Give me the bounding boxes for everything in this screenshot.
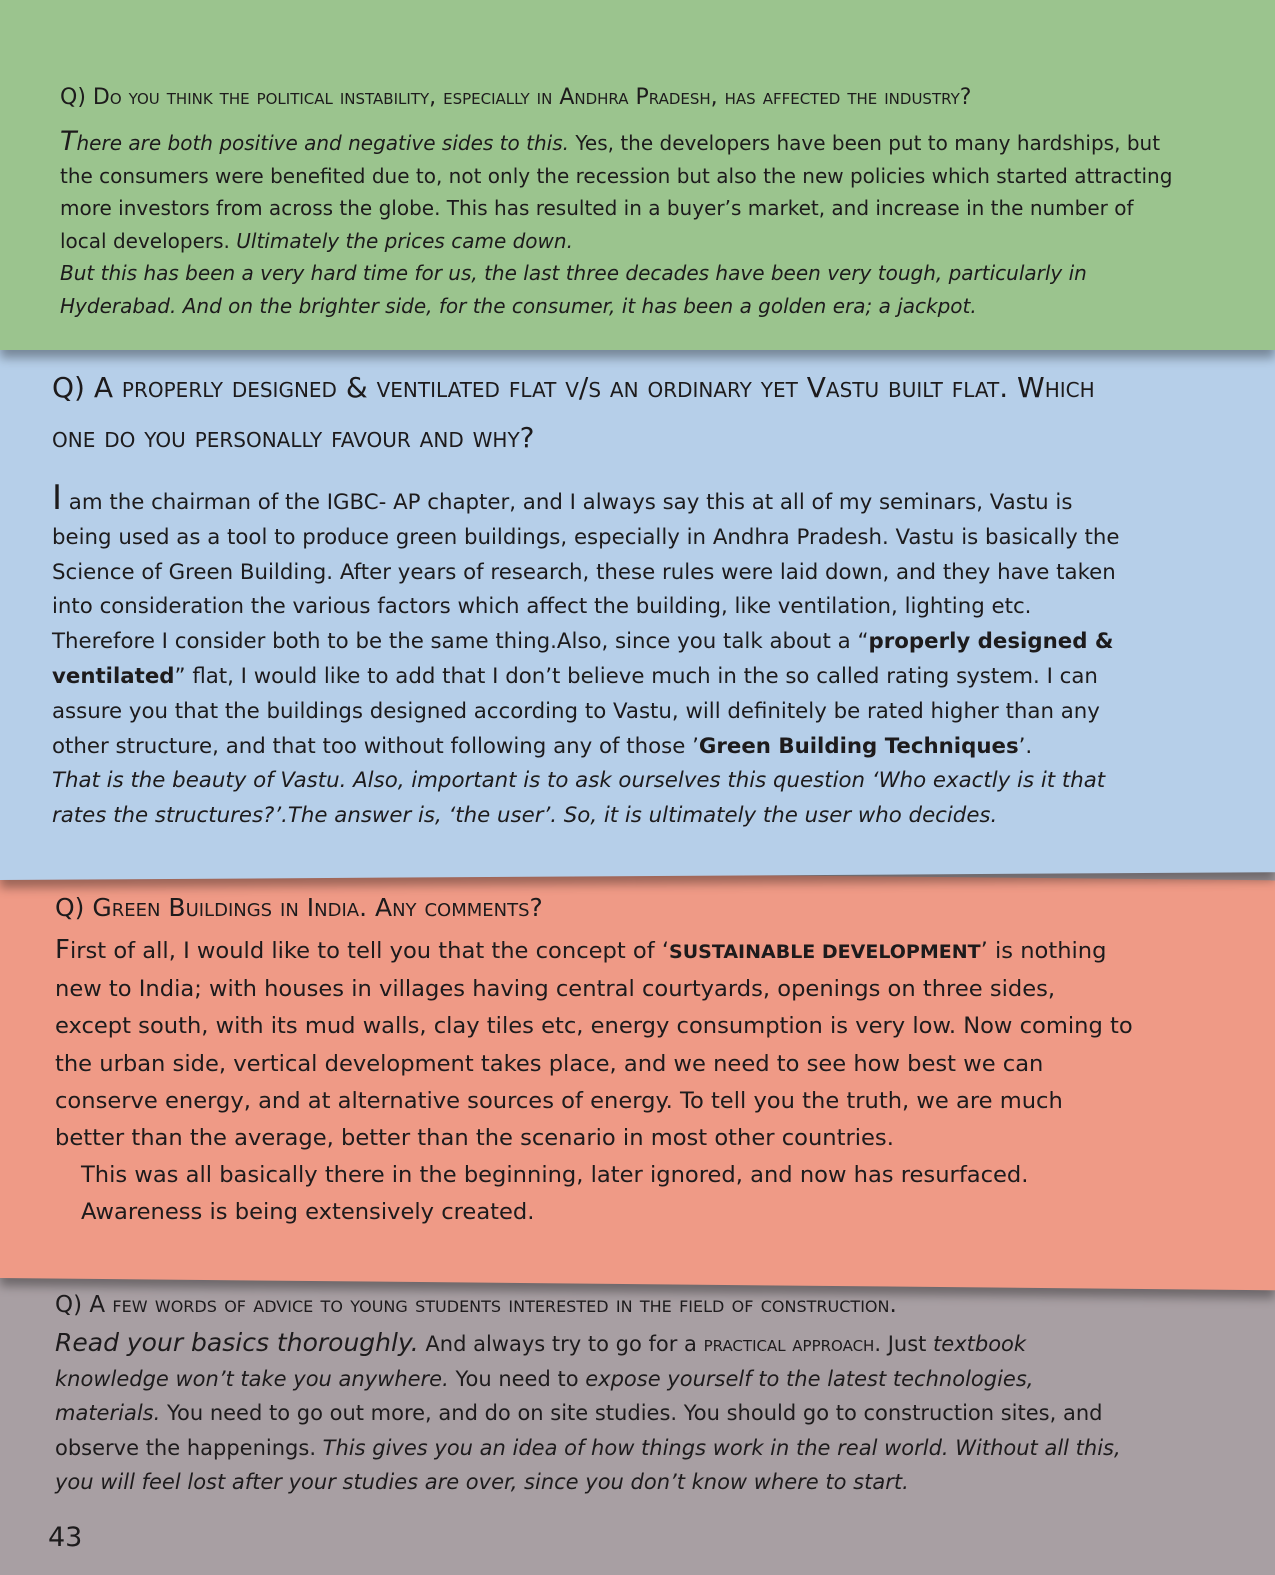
answer-body: Just — [881, 1332, 934, 1356]
question-heading: Q) Green Buildings in India. Any comments? — [55, 893, 543, 922]
answer-body: Yes, the developers have been put to many hardships, but the consumers were benefited due to, not only the recession but also the new policies which started attracting more investors from across the globe. This has resulted in a buyer’s market, and increase in the number of local developers. — [60, 131, 1173, 253]
bold-phrase: Green Building Techniques — [698, 733, 1019, 759]
answer-body: You need to — [448, 1366, 586, 1391]
question-heading: Q) Do you think the political instability, especially in Andhra Pradesh, has affected the industry? — [60, 85, 972, 110]
answer-paragraph — [55, 932, 1135, 1157]
italic-phrase: textbook knowledge won’t take you anywhere. — [55, 1332, 1027, 1391]
answer-text — [52, 478, 1132, 834]
answer-text — [55, 932, 1135, 1232]
answer-paragraph — [60, 126, 1175, 257]
answer-paragraph-2: This was all basically there in the beginning, later ignored, and now has resurfaced. Awareness is being extensively created. — [81, 1162, 1029, 1226]
answer-text — [55, 1326, 1135, 1500]
vastu-section — [52, 363, 1132, 834]
page-number: 43 — [48, 1522, 83, 1553]
political-instability-section — [60, 80, 1175, 322]
answer-body: irst of all, I would like to tell you that the concept of ‘ — [69, 938, 670, 964]
answer-italic-lead: here are both positive and negative sides to this. — [76, 131, 569, 155]
italic-phrase: expose yourself to the latest technologies, materials. — [55, 1366, 1034, 1426]
drop-cap: F — [55, 935, 70, 965]
answer-body: ’. — [1018, 733, 1033, 759]
bold-phrase: properly designed & ventilated — [52, 629, 1114, 689]
question-heading: Q) A few words of advice to young students interested in the field of construction. — [55, 1292, 897, 1318]
question-heading: Q) A properly designed & ventilated flat v/s an ordinary yet Vastu built flat. Which one do you personally favour and why? — [52, 371, 1095, 454]
answer-paragraph — [55, 1326, 1135, 1500]
answer-italic-end: Ultimately the prices came down. — [236, 228, 573, 253]
green-buildings-section — [55, 888, 1135, 1232]
answer-body: And always try to go for a — [418, 1332, 704, 1356]
answer-body: ’ is nothing new to India; with houses in villages having central courtyards, openings on three sides, except south, with its mud walls, clay tiles etc, energy consumption is very low. Now coming to the urban side, vertical development takes place, and we need to see how best we can conserve energy, and at alternative sources of energy. To tell you the truth, we are much better than the average, better than the scenario in most other countries. — [55, 938, 1133, 1152]
drop-cap: I — [52, 478, 63, 518]
lead-phrase: Read your basics thoroughly. — [55, 1328, 419, 1357]
answer-paragraph — [52, 478, 1132, 764]
italic-phrase: This gives you an idea of how things work in the real world. Without all this, you will feel lost after your studies are over, since you don’t know where to start. — [55, 1435, 1121, 1495]
answer-paragraph-2: That is the beauty of Vastu. Also, important is to ask ourselves this question ‘Who exactly is it that rates the structures?’.The answer is, ‘the user’. So, it is ultimately the user who decides. — [52, 768, 1106, 829]
answer-body: You need to go out more, and do on site studies. You should go to construction sites, and observe the happenings. — [55, 1401, 1103, 1460]
answer-text — [60, 126, 1175, 322]
answer-paragraph-2: But this has been a very hard time for us, the last three decades have been very tough, particularly in Hyderabad. And on the brighter side, for the consumer, it has been a golden era; a jackpot. — [60, 261, 1087, 318]
answer-body: ” flat, I would like to add that I don’t believe much in the so called rating system. I can assure you that the buildings designed according to Vastu, will definitely be rated higher than any other structure, and that too without following any of those ’ — [52, 663, 1100, 759]
emphasis-phrase: SUSTAINABLE DEVELOPMENT — [669, 941, 981, 963]
answer-body: am the chairman of the IGBC- AP chapter, and I always say this at all of my seminars, Vastu is being used as a tool to produce green buildings, especially in Andhra Pradesh. Vastu is basically the Science of Green Building. After years of research, these rules were laid down, and they have taken into consideration the various factors which affect the building, like ventilation, lighting etc. Therefore I consider both to be the same thing.Also, since you talk about a “ — [52, 490, 1120, 655]
advice-section — [55, 1286, 1135, 1500]
drop-cap: T — [60, 126, 77, 157]
emphasis-phrase: practical approach. — [703, 1332, 882, 1356]
